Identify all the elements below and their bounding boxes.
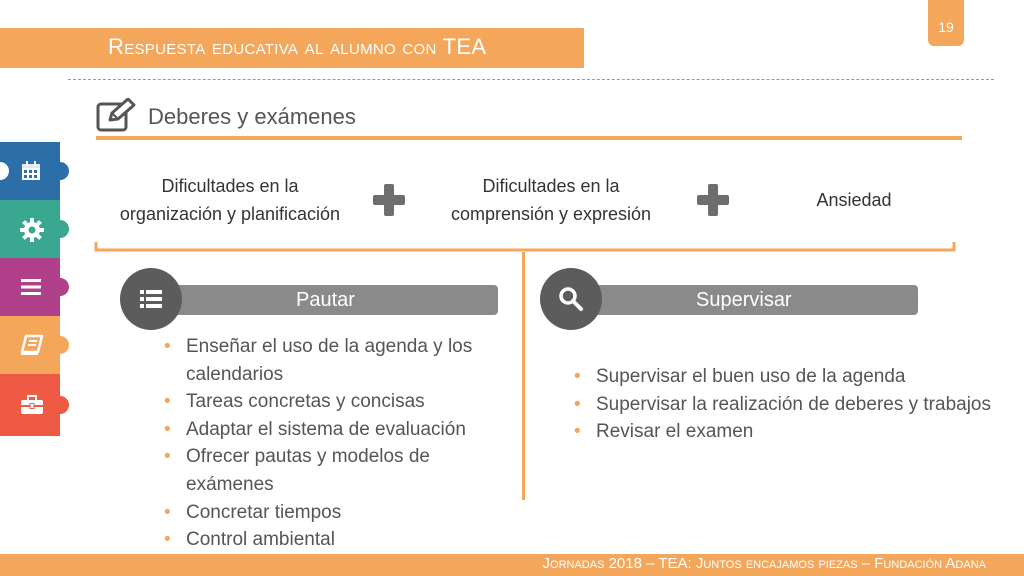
side-tab-settings[interactable]	[0, 200, 60, 258]
calendar-icon	[20, 160, 42, 182]
side-tab-menu[interactable]	[0, 258, 60, 316]
list-item: • Control ambiental	[156, 526, 506, 554]
book-icon	[20, 334, 44, 356]
list-item: • Enseñar el uso de la agenda y los calendarios	[156, 333, 506, 388]
pautar-badge	[120, 268, 182, 330]
supervisar-badge	[540, 268, 602, 330]
section-title: Deberes y exámenes	[148, 104, 356, 129]
pautar-list	[156, 333, 506, 554]
list-item: • Supervisar el buen uso de la agenda	[566, 363, 1024, 391]
dashed-divider	[68, 79, 994, 80]
list-item: • Revisar el examen	[566, 418, 1024, 446]
list-item: • Tareas concretas y concisas	[156, 388, 506, 416]
footer-text: Jornadas 2018 – TEA: Juntos encajamos piezas – Fundación Adana	[542, 555, 986, 572]
search-icon	[557, 285, 585, 313]
supervisar-header: Supervisar	[570, 285, 918, 315]
difficulty-organization: Dificultades en la organización y planificación	[119, 176, 341, 224]
supervisar-list	[566, 363, 1024, 446]
list-item: • Concretar tiempos	[156, 499, 506, 527]
difficulty-comprehension: Dificultades en la comprensión y expresión	[450, 176, 652, 224]
list-item: • Adaptar el sistema de evaluación	[156, 416, 506, 444]
grouping-brace	[94, 242, 956, 256]
list-item: • Ofrecer pautas y modelos de exámenes	[156, 443, 506, 498]
pautar-header: Pautar	[150, 285, 498, 315]
difficulty-anxiety: Ansiedad	[816, 190, 892, 210]
list-icon	[137, 285, 165, 313]
plus-icon	[696, 183, 730, 217]
slide-title: Respuesta educativa al alumno con TEA	[108, 34, 487, 59]
side-tab-book[interactable]	[0, 316, 60, 374]
briefcase-icon	[20, 394, 44, 416]
menu-icon	[20, 277, 42, 297]
section-underline	[96, 136, 962, 140]
page-number-badge: 19	[928, 0, 964, 46]
edit-icon	[96, 98, 136, 134]
plus-icon	[372, 183, 406, 217]
side-tab-calendar[interactable]	[0, 142, 60, 200]
side-tab-briefcase[interactable]	[0, 374, 60, 436]
column-divider	[522, 252, 525, 500]
list-item: • Supervisar la realización de deberes y trabajos	[566, 391, 1024, 419]
gear-icon	[20, 218, 44, 242]
